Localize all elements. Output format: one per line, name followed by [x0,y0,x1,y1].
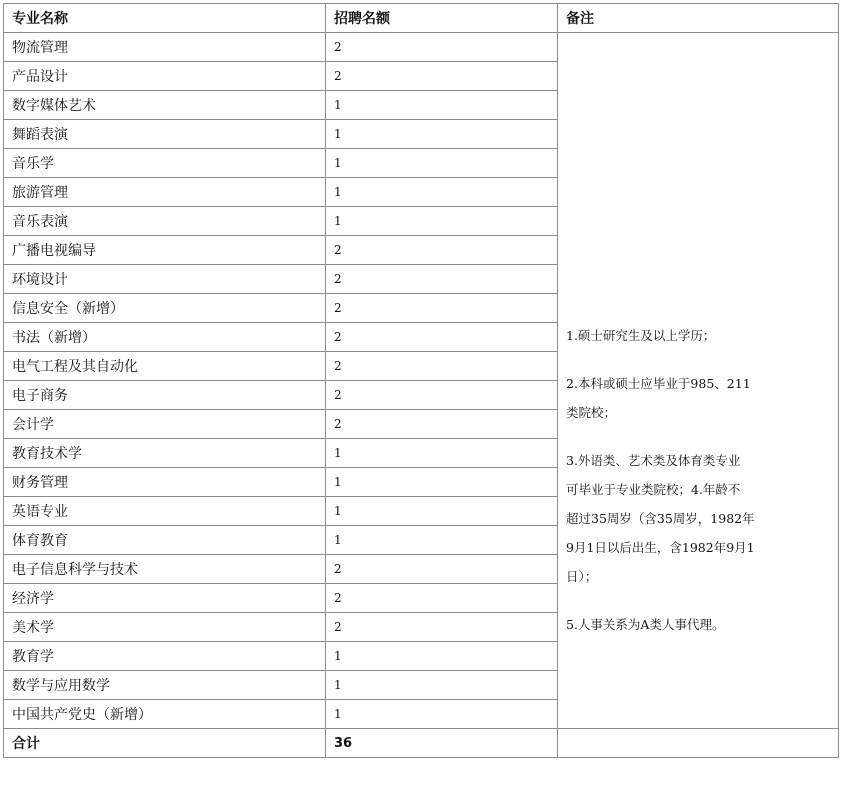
quota-cell: 2 [326,410,558,439]
quota-cell: 1 [326,149,558,178]
quota-cell: 1 [326,642,558,671]
major-name-cell: 财务管理 [4,468,326,497]
table-body [4,33,839,729]
quota-cell: 2 [326,381,558,410]
header-major: 专业名称 [4,4,326,33]
remark-line: 3.外语类、艺术类及体育类专业 [566,452,741,468]
total-row [4,729,839,758]
remark-spacer [566,591,766,610]
remark-line: 类院校； [566,404,617,420]
total-remarks-cell [558,729,839,758]
major-name-cell: 数字媒体艺术 [4,91,326,120]
quota-cell: 1 [326,700,558,729]
major-name-cell: 数学与应用数学 [4,671,326,700]
quota-cell: 2 [326,62,558,91]
major-name-cell: 电子商务 [4,381,326,410]
quota-cell: 1 [326,91,558,120]
recruitment-table [3,3,839,758]
table-header [4,4,839,33]
major-name-cell: 广播电视编导 [4,236,326,265]
remark-line: 2.本科或硕士应毕业于985、211 [566,375,751,391]
quota-cell: 1 [326,120,558,149]
quota-cell: 2 [326,294,558,323]
major-name-cell: 中国共产党史（新增） [4,700,326,729]
header-quota: 招聘名额 [326,4,558,33]
remark-line: 9月1日以后出生，含1982年9月1 [566,539,755,555]
major-name-cell: 经济学 [4,584,326,613]
major-name-cell: 音乐表演 [4,207,326,236]
remark-line: 5.人事关系为A类人事代理。 [566,616,725,632]
quota-cell: 2 [326,323,558,352]
major-name-cell: 信息安全（新增） [4,294,326,323]
quota-cell: 1 [326,207,558,236]
major-name-cell: 书法（新增） [4,323,326,352]
major-name-cell: 会计学 [4,410,326,439]
quota-cell: 1 [326,497,558,526]
remark-line: 1.硕士研究生及以上学历； [566,327,716,343]
quota-cell: 1 [326,468,558,497]
remark-line: 日）； [566,568,598,584]
header-row [4,4,839,33]
remark-spacer [566,427,766,446]
major-name-cell: 电子信息科学与技术 [4,555,326,584]
remarks-text [566,123,766,639]
total-value: 36 [326,729,558,758]
quota-cell: 2 [326,33,558,62]
major-name-cell: 美术学 [4,613,326,642]
quota-cell: 2 [326,265,558,294]
major-name-cell: 旅游管理 [4,178,326,207]
table-row [4,33,839,62]
table-footer [4,729,839,758]
quota-cell: 2 [326,555,558,584]
major-name-cell: 教育学 [4,642,326,671]
major-name-cell: 体育教育 [4,526,326,555]
major-name-cell: 物流管理 [4,33,326,62]
remarks-cell [558,33,839,729]
major-name-cell: 电气工程及其自动化 [4,352,326,381]
major-name-cell: 环境设计 [4,265,326,294]
remark-spacer [566,350,766,369]
major-name-cell: 舞蹈表演 [4,120,326,149]
quota-cell: 1 [326,439,558,468]
quota-cell: 2 [326,236,558,265]
remark-line: 可毕业于专业类院校；4.年龄不 [566,481,741,497]
quota-cell: 1 [326,526,558,555]
total-label: 合计 [4,729,326,758]
quota-cell: 1 [326,671,558,700]
quota-cell: 2 [326,352,558,381]
major-name-cell: 音乐学 [4,149,326,178]
quota-cell: 1 [326,178,558,207]
remark-line: 超过35周岁（含35周岁，1982年 [566,510,755,526]
major-name-cell: 教育技术学 [4,439,326,468]
major-name-cell: 产品设计 [4,62,326,91]
quota-cell: 2 [326,584,558,613]
quota-cell: 2 [326,613,558,642]
header-remarks: 备注 [558,4,839,33]
major-name-cell: 英语专业 [4,497,326,526]
